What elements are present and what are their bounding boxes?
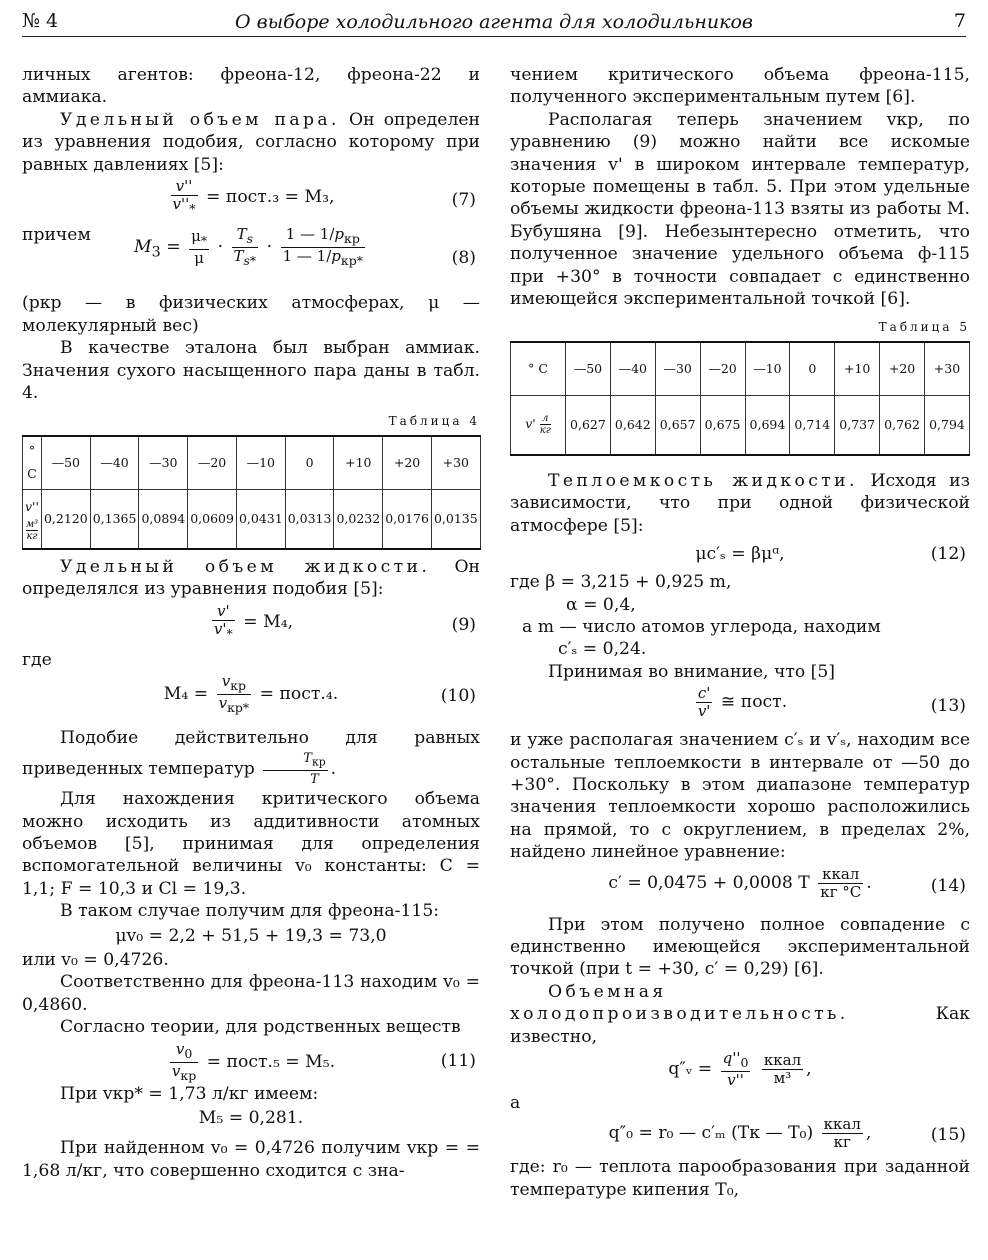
equation-7: $\frac{v''}{v''_*}$ = пост.₃ = M₃, (7) <box>172 177 476 217</box>
paragraph: Удельный объем пара. Он определен из уравнения подобия, согласно которому при равных давлениях [5]: <box>22 109 480 175</box>
table-cell: —50 <box>41 436 90 490</box>
equation-13: $\frac{c'}{v'}$ ≅ пост. (13) <box>697 684 966 721</box>
equation-14: c′ = 0,0475 + 0,0008 T $\frac{\text{ккал}}{кг ^\circ C}$ . (14) <box>608 864 966 901</box>
paragraph: При найденном v₀ = 0,4726 получим vкр = = 1,68 л/кг, что совершенно сходится с зна- <box>22 1138 480 1181</box>
table-cell: 0,675 <box>700 395 745 455</box>
paragraph: Подобие действительно для равных приведенных температур $\frac{T_{кр}}{T}$ . <box>22 728 480 788</box>
table-cell: 0,0176 <box>383 489 432 549</box>
table-cell: 0 <box>285 436 334 490</box>
equation-number: (13) <box>930 695 966 716</box>
table-cell: —40 <box>610 342 655 396</box>
paragraph: Располагая теперь значением vкр, по уравнению (9) можно найти все искомые значения v' в широком интервале температур, которые помещены в табл. 5. При этом удельные объемы жидкости фреона-113 взяты из работы М. Бубушяна [9]. Небезынтересно отметить, что полученное значение удельного объема ф-115 при +30° в точности совпадает с единственно имеющейся экспериментальной точкой [6]. <box>510 109 970 310</box>
section-heading: Удельный объем пара. <box>60 109 340 130</box>
section-heading: Удельный объем жидкости. <box>60 556 431 577</box>
equation-12: μc′ₛ = βμᵅ, (12) <box>510 539 970 569</box>
paragraph: (pкр — в физических атмосферах, μ — молекулярный вес) <box>22 293 480 336</box>
table-cell: +10 <box>835 342 880 396</box>
paragraph: В таком случае получим для фреона-115: <box>60 901 440 922</box>
table-cell: v'' м³ кг <box>23 489 42 549</box>
issue-number: № 4 <box>22 10 59 32</box>
paragraph: Согласно теории, для родственных веществ <box>60 1017 461 1038</box>
table-cell: 0,762 <box>880 395 925 455</box>
table-cell: 0,714 <box>790 395 835 455</box>
table-cell: —30 <box>655 342 700 396</box>
paragraph: или v₀ = 0,4726. <box>22 949 169 970</box>
table-4 <box>22 435 481 550</box>
paragraph: чением критического объема фреона-115, полученного экспериментальным путем [6]. <box>510 65 970 108</box>
equation-number: (9) <box>451 614 476 635</box>
table-cell: 0,627 <box>566 395 611 455</box>
equation-m5: M₅ = 0,281. <box>198 1107 304 1128</box>
table-row <box>23 489 481 549</box>
table-cell: 0,0135 <box>431 489 480 549</box>
table-cell: —50 <box>566 342 611 396</box>
left-column <box>22 64 480 1182</box>
table-cell: —40 <box>90 436 139 490</box>
table-cell: —20 <box>188 436 237 490</box>
equation-11: $\frac{v_0}{v_{кр}}$ = пост.₅ = M₅. (11) <box>171 1039 476 1083</box>
section-heading: Объемная холодопроизводительность. <box>510 981 849 1025</box>
equation-9: $\frac{v'}{v'_*}$ = M₄, (9) <box>213 601 476 641</box>
equation-10: M₄ = $\frac{v_{кр}}{v_{кр*}}$ = пост.₄. (10) <box>163 672 476 716</box>
paragraph: и уже располагая значением c′ₛ и v′ₛ, находим все остальные теплоемкости в интервале от —50 до +30°. Поскольку в этом диапазоне температур значения теплоемкости хорошо расположились на прямой, то с округлением, в пределах 2%, найдено линейное уравнение: <box>510 730 970 863</box>
table-cell: —10 <box>236 436 285 490</box>
paragraph: Удельный объем жидкости. Он определялся из уравнения подобия [5]: <box>22 556 480 600</box>
paragraph: Принимая во внимание, что [5] <box>548 661 836 682</box>
table-cell: 0,0609 <box>188 489 237 549</box>
table-cell: 0,0894 <box>139 489 188 549</box>
page-number: 7 <box>953 10 966 32</box>
equation-8: $M_3$ = $\frac{\mu_*}{\mu}$ · $\frac{T_s}{T_{s*}}$ · $\frac{1 — 1/p_{кр}}{1 — 1/p_{кр*}}$ (8) <box>134 225 476 269</box>
paragraph: a m — число атомов углерода, находим <box>522 616 881 637</box>
table-cell: +10 <box>334 436 383 490</box>
table-5 <box>510 341 970 456</box>
paragraph: α = 0,4, <box>566 594 636 615</box>
paragraph: При vкр* = 1,73 л/кг имеем: <box>60 1083 319 1104</box>
right-column <box>510 64 970 1201</box>
paragraph: где: r₀ — теплота парообразования при заданной температуре кипения T₀, <box>510 1157 970 1200</box>
table-cell: +30 <box>925 342 970 396</box>
table-cell: +20 <box>880 342 925 396</box>
table-cell: 0,0232 <box>334 489 383 549</box>
table-cell: 0,737 <box>835 395 880 455</box>
table-row <box>23 436 481 490</box>
table-cell: ° C <box>23 436 42 490</box>
table-cell: +20 <box>383 436 432 490</box>
equation-mu: μv₀ = 2,2 + 51,5 + 19,3 = 73,0 <box>115 925 387 946</box>
equation-qv: q″ᵥ = $\frac{q''_0}{v''}$ $\frac{\text{ккал}}{\text{м³}}$ , <box>668 1049 812 1089</box>
table-cell: 0,657 <box>655 395 700 455</box>
paragraph: Теплоемкость жидкости. Исходя из зависимости, что при одной физической атмосфере [5]: <box>510 470 970 536</box>
table-cell: 0,642 <box>610 395 655 455</box>
table-row <box>511 395 970 455</box>
paragraph: В качестве эталона был выбран аммиак. Значения сухого насыщенного пара даны в табл. 4. <box>22 338 480 404</box>
table-caption: Таблица 4 <box>388 414 480 429</box>
equation-number: (14) <box>930 875 966 896</box>
paragraph: личных агентов: фреона-12, фреона-22 и аммиака. <box>22 65 480 108</box>
paragraph: c′ₛ = 0,24. <box>558 639 647 660</box>
equation-number: (10) <box>440 685 476 706</box>
paragraph: Для нахождения критического объема можно исходить из аддитивности атомных объемов [5], принимая для определения вспомогательной величины v₀ константы: C = 1,1; F = 10,3 и Cl = 19,3. <box>22 789 480 899</box>
table-cell: 0,0313 <box>285 489 334 549</box>
table-cell: +30 <box>431 436 480 490</box>
paragraph: При этом получено полное совпадение с единственно имеющейся экспериментальной точкой (при t = +30, c′ = 0,29) [6]. <box>510 914 970 980</box>
paragraph: где β = 3,215 + 0,925 m, <box>510 572 732 593</box>
section-heading: Теплоемкость жидкости. <box>548 470 858 491</box>
paragraph: а <box>510 1093 521 1113</box>
paragraph: где <box>22 649 52 670</box>
table-cell: —20 <box>700 342 745 396</box>
paragraph: причем <box>22 225 91 246</box>
table-cell: —10 <box>745 342 790 396</box>
running-header <box>22 10 966 37</box>
table-cell: 0,2120 <box>41 489 90 549</box>
table-cell: 0,0431 <box>236 489 285 549</box>
table-cell: —30 <box>139 436 188 490</box>
table-row <box>511 342 970 396</box>
equation-number: (8) <box>451 248 476 269</box>
paragraph: Соответственно для фреона-113 находим v₀ = 0,4860. <box>22 972 480 1015</box>
table-cell: 0,1365 <box>90 489 139 549</box>
table-cell: 0,794 <box>925 395 970 455</box>
table-cell: 0,694 <box>745 395 790 455</box>
article-title: О выборе холодильного агента для холодильников <box>235 11 753 33</box>
equation-number: (12) <box>930 544 966 565</box>
fraction: $\frac{v''}{v''_*}$ <box>172 177 196 217</box>
table-caption: Таблица 5 <box>878 320 970 335</box>
table-cell: ° C <box>511 342 566 396</box>
equation-number: (15) <box>930 1125 966 1146</box>
table-cell: 0 <box>790 342 835 396</box>
table-cell: v' л кг <box>511 395 566 455</box>
paragraph: Объемная холодопроизводительность. Как известно, <box>510 981 970 1047</box>
equation-number: (11) <box>440 1050 476 1071</box>
equation-15: q″₀ = r₀ — c′ₘ (Tк — T₀) $\frac{\text{ккал}}{кг}$ , (15) <box>608 1115 966 1152</box>
equation-number: (7) <box>451 189 476 210</box>
